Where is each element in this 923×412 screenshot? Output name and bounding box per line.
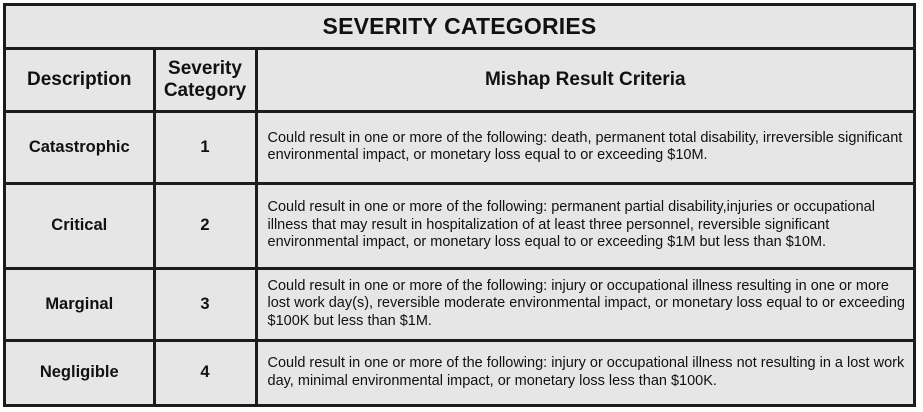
row-description: Critical <box>6 183 154 268</box>
column-header-description: Description <box>6 50 154 111</box>
row-category: 1 <box>154 111 256 183</box>
table-row <box>6 268 913 340</box>
table-row <box>6 111 913 183</box>
row-category: 3 <box>154 268 256 340</box>
row-criteria: Could result in one or more of the following: injury or occupational illness not resulting in a lost work day, minimal environmental impact, or monetary loss less than $100K. <box>256 340 913 404</box>
severity-table-frame <box>3 3 916 407</box>
row-criteria: Could result in one or more of the following: injury or occupational illness resulting in one or more lost work day(s), reversible moderate environmental impact, or monetary loss equal to or exceeding $100K but less than $1M. <box>256 268 913 340</box>
row-criteria: Could result in one or more of the following: death, permanent total disability, irreversible significant environmental impact, or monetary loss equal to or exceeding $10M. <box>256 111 913 183</box>
row-description: Catastrophic <box>6 111 154 183</box>
header-row <box>6 50 913 111</box>
row-description: Negligible <box>6 340 154 404</box>
row-category: 4 <box>154 340 256 404</box>
table-title: SEVERITY CATEGORIES <box>6 6 913 50</box>
column-header-criteria: Mishap Result Criteria <box>256 50 913 111</box>
column-header-category-line2: Category <box>163 79 247 101</box>
column-header-category-line1: Severity <box>168 57 242 79</box>
row-criteria: Could result in one or more of the following: permanent partial disability,injuries or occupational illness that may result in hospitalization of at least three personnel, reversible significant environmental impact, or monetary loss equal to or exceeding $1M but less than $10M. <box>256 183 913 268</box>
table-row <box>6 183 913 268</box>
row-description: Marginal <box>6 268 154 340</box>
column-header-severity-category <box>154 50 256 111</box>
row-category: 2 <box>154 183 256 268</box>
severity-categories-table <box>6 50 913 404</box>
table-row <box>6 340 913 404</box>
